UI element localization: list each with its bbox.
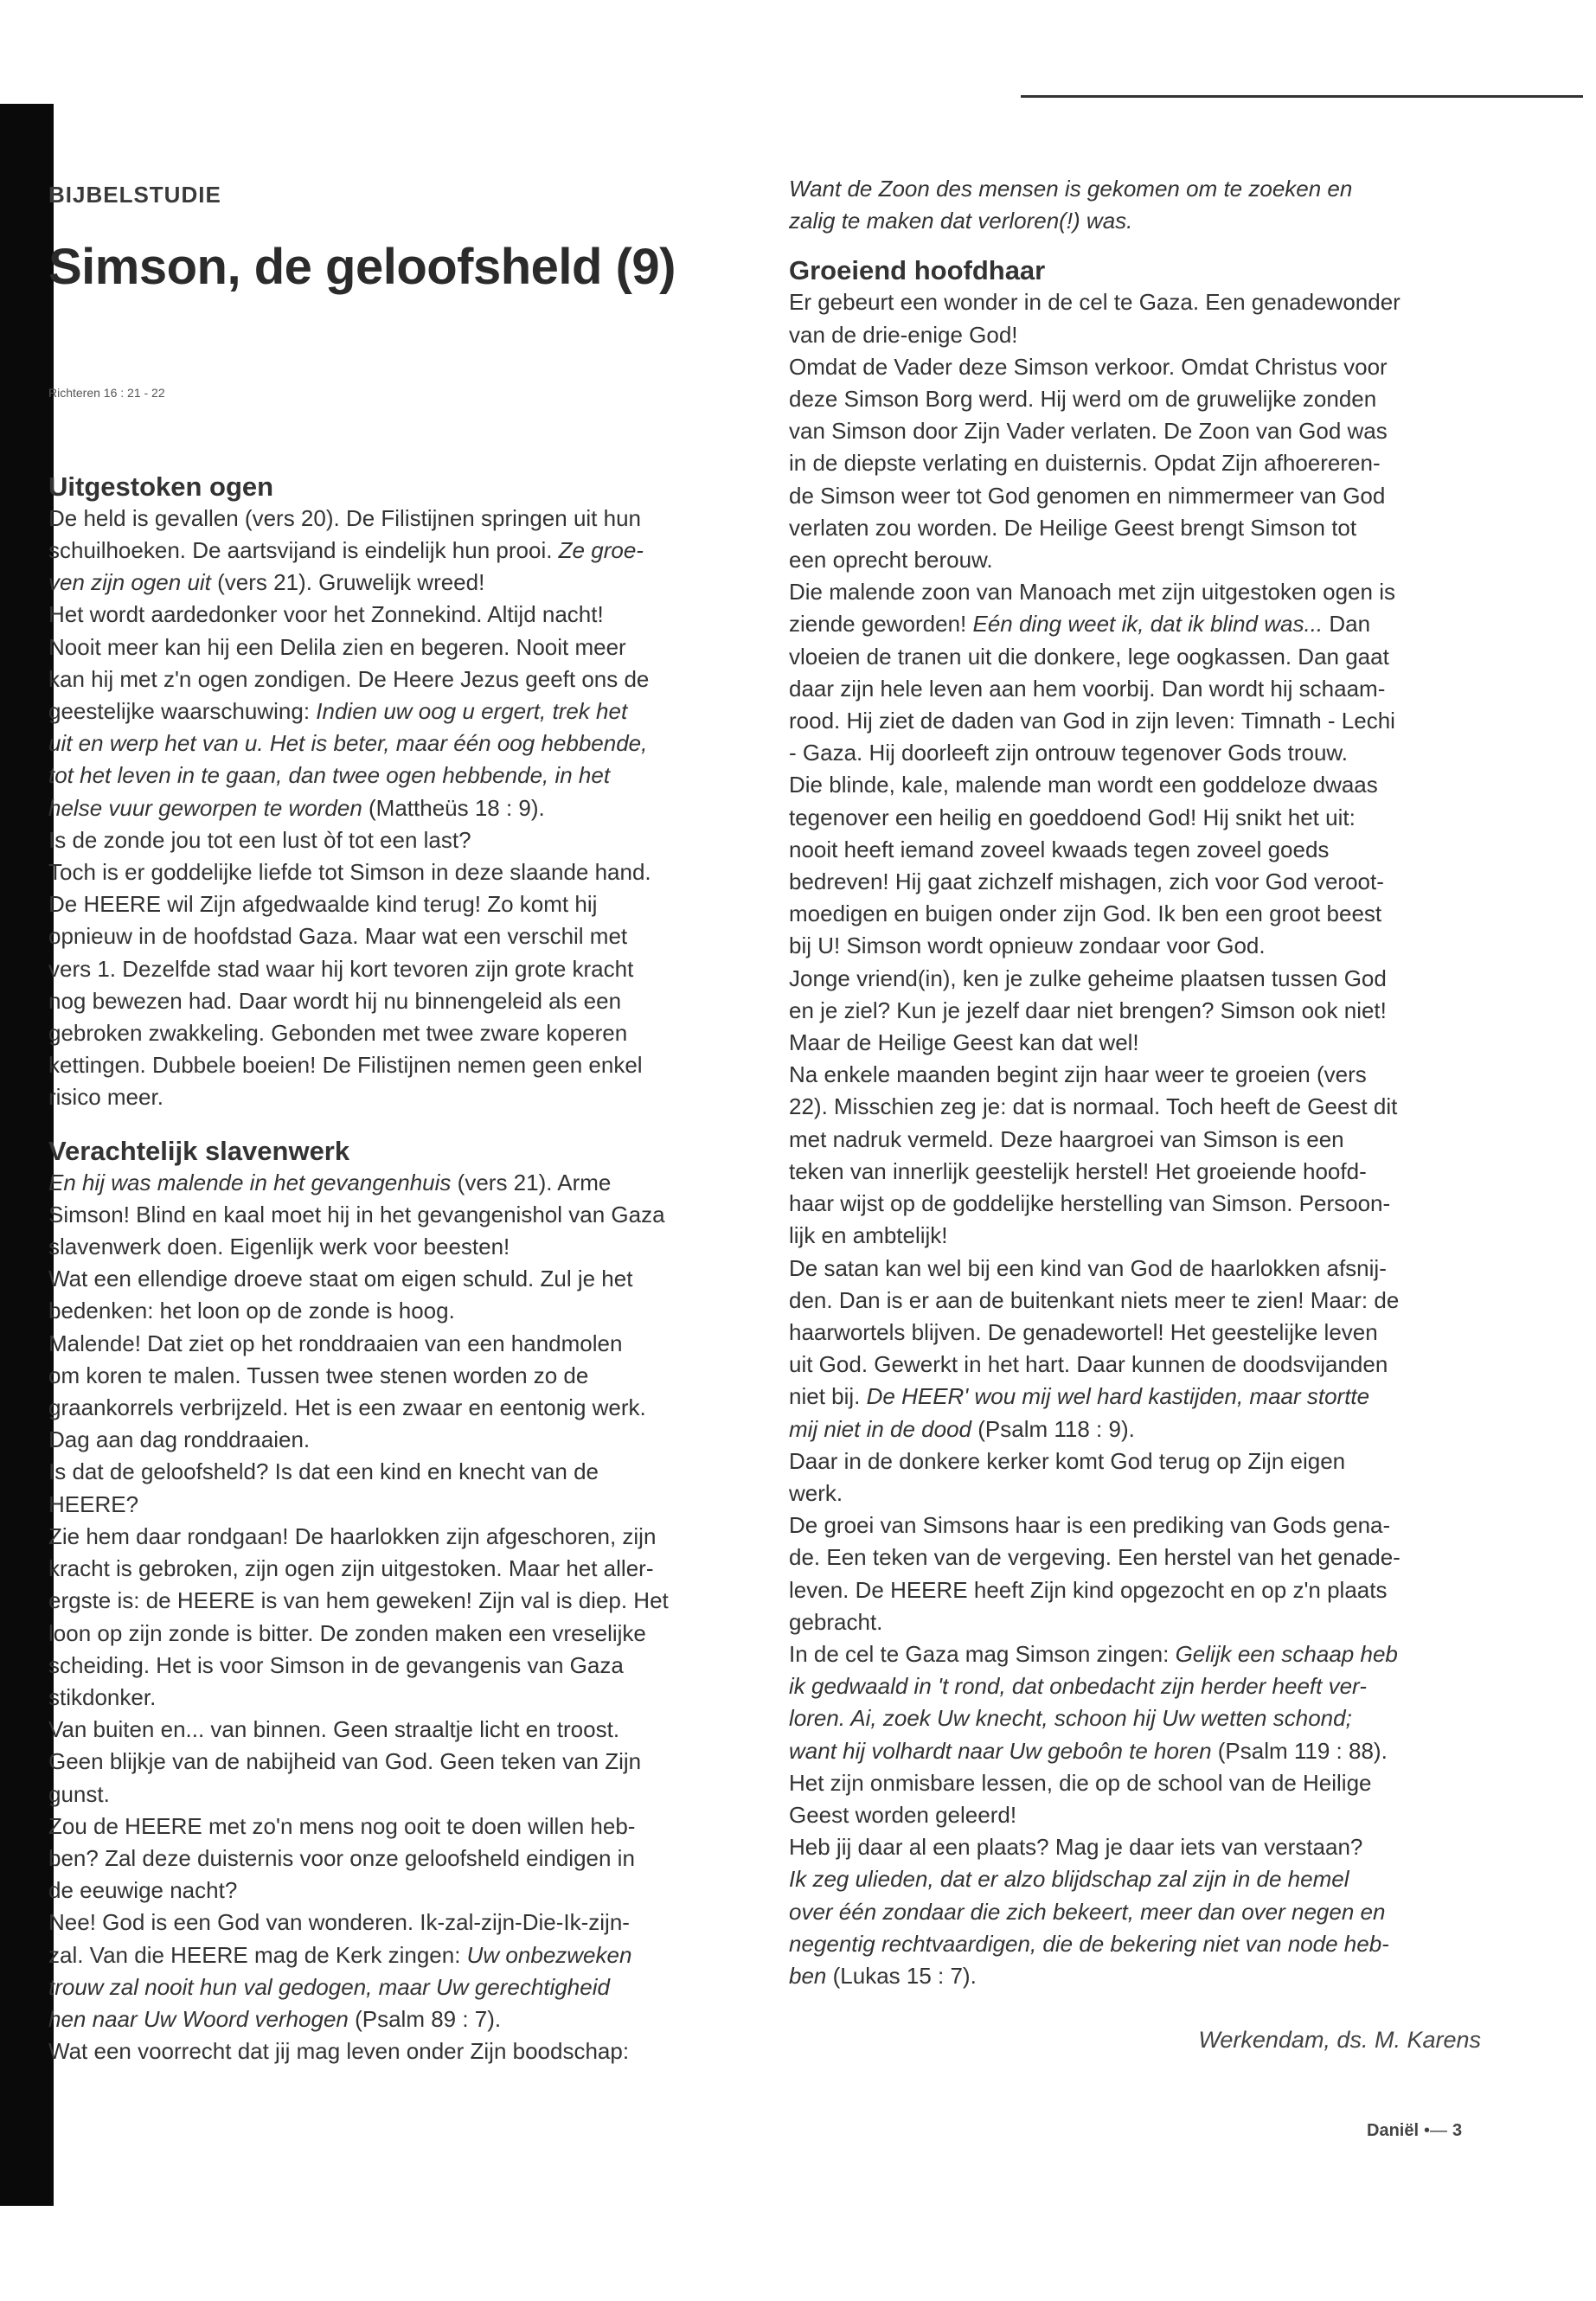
text-line xyxy=(789,834,1481,866)
text-run: ergste is: de HEERE is van hem geweken! Zijn val is diep. Het xyxy=(48,1587,669,1614)
text-run: Van buiten en... van binnen. Geen straaltje licht en troost. xyxy=(48,1716,620,1743)
text-line xyxy=(789,995,1481,1027)
text-line xyxy=(789,769,1481,801)
italic-quote: Eén ding weet ik, dat ik blind was... xyxy=(972,611,1324,638)
italic-quote: Gelijk een schaap heb xyxy=(1175,1640,1398,1667)
text-line xyxy=(48,1714,740,1746)
text-line xyxy=(48,503,740,535)
text-line xyxy=(789,673,1481,705)
text-line xyxy=(48,1971,740,2003)
article-title: Simson, de geloofsheld (9) xyxy=(48,239,676,295)
text-run: (Lukas 15 : 7). xyxy=(826,1962,977,1989)
text-run: van Simson door Zijn Vader verlaten. De Zoon van God was xyxy=(789,418,1388,445)
text-line xyxy=(789,576,1481,608)
text-line xyxy=(48,1489,740,1521)
italic-quote: trouw zal nooit hun val gedogen, maar Uw gerechtigheid xyxy=(48,1973,610,2000)
italic-quote: want hij volhardt naar Uw geboôn te horen xyxy=(789,1737,1212,1764)
text-line xyxy=(789,1574,1481,1606)
text-run: De groei van Simsons haar is een prediking van Gods gena- xyxy=(789,1512,1391,1539)
text-run: gunst. xyxy=(48,1780,110,1807)
text-line xyxy=(48,1017,740,1049)
text-run: moedigen en buigen onder zijn God. Ik ben een groot beest xyxy=(789,901,1382,927)
text-run: bedreven! Hij gaat zichzelf mishagen, zich voor God veroot- xyxy=(789,868,1384,895)
text-run: Nooit meer kan hij een Delila zien en begeren. Nooit meer xyxy=(48,633,626,660)
text-run: haarwortels blijven. De genadewortel! Het geestelijke leven xyxy=(789,1318,1378,1345)
text-run: Is de zonde jou tot een lust òf tot een last? xyxy=(48,826,471,853)
text-run: nooit heeft iemand zoveel kwaads tegen zoveel goeds xyxy=(789,836,1330,862)
text-line xyxy=(48,2035,740,2067)
text-run: Er gebeurt een wonder in de cel te Gaza. Een genadewonder xyxy=(789,289,1401,316)
text-run: Het wordt aardedonker voor het Zonnekind. Altijd nacht! xyxy=(48,601,604,628)
section-label: BIJBELSTUDIE xyxy=(48,182,221,208)
text-line xyxy=(48,760,740,792)
text-run: Toch is er goddelijke liefde tot Simson in deze slaande hand. xyxy=(48,859,651,886)
page-footer xyxy=(1367,2121,1462,2141)
text-line xyxy=(789,1960,1481,1992)
text-run: ben? Zal deze duisternis voor onze geloofsheld eindigen in xyxy=(48,1844,635,1871)
text-line xyxy=(48,856,740,888)
text-run: uit God. Gewerkt in het hart. Daar kunnen de doodsvijanden xyxy=(789,1351,1388,1378)
italic-quote: Uw onbezweken xyxy=(466,1941,632,1968)
text-run: werk. xyxy=(789,1479,843,1506)
scan-edge xyxy=(0,104,54,2206)
text-run: 22). Misschien zeg je: dat is normaal. Toch heeft de Geest dit xyxy=(789,1093,1398,1120)
text-run: met nadruk vermeld. Deze haargroei van Simson is een xyxy=(789,1125,1344,1152)
top-rule xyxy=(1021,95,1583,98)
text-run: stikdonker. xyxy=(48,1683,157,1710)
scripture-reference: Richteren 16 : 21 - 22 xyxy=(48,385,165,400)
left-column xyxy=(48,173,740,2067)
text-line xyxy=(48,695,740,727)
text-line xyxy=(789,1606,1481,1638)
text-run: teken van innerlijk geestelijk herstel! Het groeiende hoofd- xyxy=(789,1157,1367,1184)
text-line xyxy=(789,1896,1481,1928)
text-run: de Simson weer tot God genomen en nimmermeer van God xyxy=(789,482,1386,509)
text-line xyxy=(789,1863,1481,1895)
text-line xyxy=(48,727,740,760)
text-run: (Psalm 89 : 7). xyxy=(348,2005,502,2032)
text-line xyxy=(789,205,1481,237)
text-line xyxy=(789,1928,1481,1960)
text-run: (vers 21). Gruwelijk wreed! xyxy=(210,569,485,596)
text-line xyxy=(789,1799,1481,1831)
text-line xyxy=(789,1285,1481,1317)
text-run: een oprecht berouw. xyxy=(789,547,993,574)
italic-quote: zalig te maken dat verloren(!) was. xyxy=(789,208,1133,234)
text-run: verlaten zou worden. De Heilige Geest brengt Simson tot xyxy=(789,514,1357,541)
text-line xyxy=(48,824,740,856)
text-run: Geest worden geleerd! xyxy=(789,1801,1017,1828)
italic-quote: mij niet in de dood xyxy=(789,1415,972,1442)
page-number: 3 xyxy=(1452,2121,1463,2140)
text-line xyxy=(48,888,740,920)
text-line xyxy=(48,1746,740,1778)
text-run: risico meer. xyxy=(48,1084,163,1111)
text-line xyxy=(789,1188,1481,1220)
text-run: HEERE? xyxy=(48,1490,139,1517)
text-run: scheiding. Het is voor Simson in de gevangenis van Gaza xyxy=(48,1651,624,1678)
text-run: (Psalm 118 : 9). xyxy=(971,1415,1135,1442)
text-run: van de drie-enige God! xyxy=(789,321,1018,348)
text-line xyxy=(48,535,740,567)
italic-quote: Indien uw oog u ergert, trek het xyxy=(316,698,628,725)
text-run: De held is gevallen (vers 20). De Filistijnen springen uit hun xyxy=(48,504,642,531)
text-run: en je ziel? Kun je jezelf daar niet brengen? Simson ook niet! xyxy=(789,997,1387,1023)
text-run: Malende! Dat ziet op het ronddraaien van een handmolen xyxy=(48,1330,623,1356)
italic-quote: Want de Zoon des mensen is gekomen om te zoeken en xyxy=(789,176,1353,202)
text-line xyxy=(48,1779,740,1811)
text-line xyxy=(789,1638,1481,1670)
text-line xyxy=(789,705,1481,737)
text-line xyxy=(48,1682,740,1714)
text-run: Zou de HEERE met zo'n mens nog ooit te doen willen heb- xyxy=(48,1812,636,1839)
text-line xyxy=(48,1843,740,1875)
text-line xyxy=(789,1381,1481,1413)
text-line xyxy=(48,1049,740,1081)
text-line xyxy=(48,663,740,695)
italic-quote: helse vuur geworpen te worden xyxy=(48,794,362,821)
italic-quote: ven zijn ogen uit xyxy=(48,569,211,596)
text-line xyxy=(789,1156,1481,1188)
text-line xyxy=(48,1939,740,1971)
text-line xyxy=(789,1735,1481,1767)
text-run: gebracht. xyxy=(789,1608,883,1635)
text-line xyxy=(789,1477,1481,1509)
text-line xyxy=(789,898,1481,930)
text-run: graankorrels verbrijzeld. Het is een zwaar en eentonig werk. xyxy=(48,1394,646,1421)
text-run: kracht is gebroken, zijn ogen zijn uitgestoken. Maar het aller- xyxy=(48,1555,654,1582)
text-run: slavenwerk doen. Eigenlijk werk voor beesten! xyxy=(48,1234,510,1260)
text-run: schuilhoeken. De aartsvijand is eindelijk hun prooi. xyxy=(48,537,559,563)
text-line xyxy=(789,1702,1481,1734)
text-run: Daar in de donkere kerker komt God terug op Zijn eigen xyxy=(789,1447,1346,1474)
text-run: rood. Hij ziet de daden van God in zijn leven: Timnath - Lechi xyxy=(789,708,1395,734)
text-run: Zie hem daar rondgaan! De haarlokken zijn afgeschoren, zijn xyxy=(48,1522,657,1549)
text-line xyxy=(789,415,1481,447)
text-line xyxy=(48,1081,740,1113)
text-line xyxy=(48,1295,740,1327)
text-line xyxy=(789,930,1481,962)
text-run: daar zijn hele leven aan hem voorbij. Dan wordt hij schaam- xyxy=(789,675,1386,702)
text-run: Dag aan dag ronddraaien. xyxy=(48,1426,311,1453)
text-run: vers 1. Dezelfde stad waar hij kort tevoren zijn grote kracht xyxy=(48,955,634,982)
text-run: de eeuwige nacht? xyxy=(48,1877,238,1904)
text-line xyxy=(789,319,1481,351)
text-line xyxy=(789,737,1481,769)
italic-quote: ik gedwaald in 't rond, dat onbedacht zijn herder heeft ver- xyxy=(789,1673,1367,1700)
text-line xyxy=(789,173,1481,205)
text-run: Is dat de geloofsheld? Is dat een kind en knecht van de xyxy=(48,1458,599,1485)
text-run: in de diepste verlating en duisternis. Opdat Zijn afhoereren- xyxy=(789,450,1381,477)
text-run: Wat een voorrecht dat jij mag leven onder Zijn boodschap: xyxy=(48,2038,630,2065)
text-run: lijk en ambtelijk! xyxy=(789,1222,948,1249)
text-run: leven. De HEERE heeft Zijn kind opgezocht en op z'n plaats xyxy=(789,1576,1388,1603)
text-line xyxy=(789,802,1481,834)
text-line xyxy=(789,1220,1481,1252)
text-run: De HEERE wil Zijn afgedwaalde kind terug! Zo komt hij xyxy=(48,891,598,918)
text-run: Wat een ellendige droeve staat om eigen schuld. Zul je het xyxy=(48,1266,633,1292)
text-line xyxy=(789,1027,1481,1059)
text-run: Die blinde, kale, malende man wordt een goddeloze dwaas xyxy=(789,772,1378,798)
text-line xyxy=(48,1199,740,1231)
magazine-name: Daniël xyxy=(1367,2121,1420,2140)
text-line xyxy=(48,1231,740,1263)
text-line xyxy=(789,1541,1481,1574)
italic-quote: ben xyxy=(789,1962,827,1989)
text-line xyxy=(48,792,740,824)
text-line xyxy=(48,1907,740,1939)
text-line xyxy=(789,383,1481,415)
text-line xyxy=(789,1317,1481,1349)
text-line xyxy=(789,286,1481,318)
text-line xyxy=(789,1831,1481,1863)
text-line xyxy=(789,1091,1481,1123)
right-column-body xyxy=(789,173,1481,1992)
text-line xyxy=(48,1811,740,1843)
text-line xyxy=(789,1413,1481,1445)
text-run: bij U! Simson wordt opnieuw zondaar voor God. xyxy=(789,933,1266,959)
italic-quote: Ze groe- xyxy=(558,537,644,563)
text-run: opnieuw in de hoofdstad Gaza. Maar wat een verschil met xyxy=(48,923,628,950)
text-run: Maar de Heilige Geest kan dat wel! xyxy=(789,1029,1139,1056)
text-run: Nee! God is een God van wonderen. Ik-zal-zijn-Die-Ik-zijn- xyxy=(48,1909,630,1936)
text-run: geestelijke waarschuwing: xyxy=(48,698,317,725)
text-run: den. Dan is er aan de buitenkant niets meer te zien! Maar: de xyxy=(789,1286,1400,1313)
text-run: deze Simson Borg werd. Hij werd om de gruwelijke zonden xyxy=(789,386,1377,413)
text-line xyxy=(48,1456,740,1488)
text-line xyxy=(789,1670,1481,1702)
text-line xyxy=(48,1875,740,1907)
text-line xyxy=(789,447,1481,479)
right-column xyxy=(789,173,1481,2054)
text-line xyxy=(48,1167,740,1199)
text-line xyxy=(48,1553,740,1585)
text-run: In de cel te Gaza mag Simson zingen: xyxy=(789,1640,1176,1667)
text-run: Na enkele maanden begint zijn haar weer te groeien (vers xyxy=(789,1061,1367,1088)
text-run: gebroken zwakkeling. Gebonden met twee zware koperen xyxy=(48,1020,628,1047)
text-line xyxy=(48,1263,740,1295)
text-run: Omdat de Vader deze Simson verkoor. Omdat Christus voor xyxy=(789,353,1388,380)
text-line xyxy=(789,963,1481,995)
text-run: ziende geworden! xyxy=(789,611,973,638)
text-line xyxy=(48,1328,740,1360)
text-line xyxy=(48,920,740,952)
section-heading: Groeiend hoofdhaar xyxy=(789,255,1046,286)
text-line xyxy=(48,1521,740,1553)
text-line xyxy=(48,631,740,663)
text-line xyxy=(789,1059,1481,1091)
text-run: Het zijn onmisbare lessen, die op de school van de Heilige xyxy=(789,1769,1372,1796)
text-run: loon op zijn zonde is bitter. De zonden maken een vreselijke xyxy=(48,1619,646,1646)
text-run: Simson! Blind en kaal moet hij in het gevangenishol van Gaza xyxy=(48,1201,665,1227)
text-run: Geen blijkje van de nabijheid van God. Geen teken van Zijn xyxy=(48,1748,642,1775)
text-run: De satan kan wel bij een kind van God de haarlokken afsnij- xyxy=(789,1254,1387,1281)
italic-quote: uit en werp het van u. Het is beter, maar één oog hebbende, xyxy=(48,730,648,757)
text-run: Heb jij daar al een plaats? Mag je daar iets van verstaan? xyxy=(789,1834,1363,1861)
text-line xyxy=(789,351,1481,383)
text-line xyxy=(789,1124,1481,1156)
text-line xyxy=(789,544,1481,576)
text-line xyxy=(48,985,740,1017)
text-run: tegenover een heilig en goeddoend God! Hij snikt het uit: xyxy=(789,804,1356,830)
italic-quote: loren. Ai, zoek Uw knecht, schoon hij Uw wetten schond; xyxy=(789,1705,1352,1732)
text-run: - Gaza. Hij doorleeft zijn ontrouw tegenover Gods trouw. xyxy=(789,740,1348,766)
section-heading: Uitgestoken ogen xyxy=(48,471,274,502)
text-line xyxy=(48,1392,740,1424)
text-run: Jonge vriend(in), ken je zulke geheime plaatsen tussen God xyxy=(789,965,1387,991)
text-line xyxy=(48,1650,740,1682)
text-line xyxy=(48,953,740,985)
text-run: Dan xyxy=(1323,611,1371,638)
text-run: kan hij met z'n ogen zondigen. De Heere Jezus geeft ons de xyxy=(48,665,650,692)
italic-quote: over één zondaar die zich bekeert, meer dan over negen en xyxy=(789,1898,1386,1925)
text-line xyxy=(789,1445,1481,1477)
italic-quote: De HEER' wou mij wel hard kastijden, maar stortte xyxy=(866,1383,1370,1410)
italic-quote: tot het leven in te gaan, dan twee ogen hebbende, in het xyxy=(48,762,611,789)
text-run: kettingen. Dubbele boeien! De Filistijnen nemen geen enkel xyxy=(48,1052,643,1079)
text-line xyxy=(789,512,1481,544)
left-column-body xyxy=(48,471,740,2068)
text-line xyxy=(789,608,1481,640)
text-run: bedenken: het loon op de zonde is hoog. xyxy=(48,1298,455,1324)
text-line xyxy=(48,1618,740,1650)
text-run: vloeien de tranen uit die donkere, lege oogkassen. Dan gaat xyxy=(789,643,1389,670)
text-line xyxy=(789,641,1481,673)
text-line xyxy=(789,866,1481,898)
text-line xyxy=(48,1360,740,1392)
text-run: nog bewezen had. Daar wordt hij nu binnengeleid als een xyxy=(48,987,622,1014)
text-run: zal. Van die HEERE mag de Kerk zingen: xyxy=(48,1941,467,1968)
text-line xyxy=(48,599,740,631)
text-run: Die malende zoon van Manoach met zijn uitgestoken ogen is xyxy=(789,579,1395,606)
text-line xyxy=(48,2003,740,2035)
text-line xyxy=(48,1424,740,1456)
text-line xyxy=(789,1509,1481,1541)
text-line xyxy=(789,1349,1481,1381)
text-run: (Mattheüs 18 : 9). xyxy=(362,794,545,821)
text-line xyxy=(789,480,1481,512)
italic-quote: En hij was malende in het gevangenhuis xyxy=(48,1169,452,1195)
text-run: de. Een teken van de vergeving. Een herstel van het genade- xyxy=(789,1544,1401,1571)
section-heading: Verachtelijk slavenwerk xyxy=(48,1135,350,1166)
text-line xyxy=(48,567,740,599)
text-line xyxy=(789,1767,1481,1799)
text-line xyxy=(48,1585,740,1617)
text-run: om koren te malen. Tussen twee stenen worden zo de xyxy=(48,1362,589,1388)
text-run: (vers 21). Arme xyxy=(451,1169,612,1195)
text-line xyxy=(789,1253,1481,1285)
italic-quote: hen naar Uw Woord verhogen xyxy=(48,2005,349,2032)
italic-quote: negentig rechtvaardigen, die de bekering niet van node heb- xyxy=(789,1930,1389,1957)
text-run: niet bij. xyxy=(789,1383,867,1410)
author-signature: Werkendam, ds. M. Karens xyxy=(1198,2027,1481,2054)
italic-quote: Ik zeg ulieden, dat er alzo blijdschap zal zijn in de hemel xyxy=(789,1866,1349,1893)
fish-icon: •— xyxy=(1424,2121,1448,2140)
text-run: (Psalm 119 : 88). xyxy=(1211,1737,1388,1764)
text-run: haar wijst op de goddelijke herstelling van Simson. Persoon- xyxy=(789,1190,1391,1217)
